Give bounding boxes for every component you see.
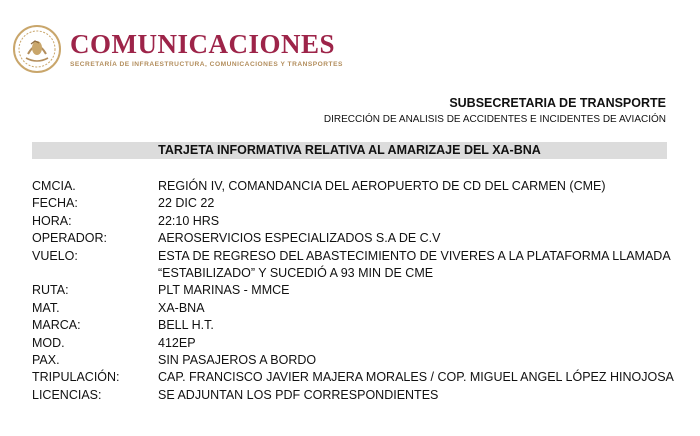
row-value: SE ADJUNTAN LOS PDF CORRESPONDIENTES: [158, 387, 439, 402]
row-label: CMCIA.: [32, 179, 76, 193]
subsecretaria-heading: SUBSECRETARIA DE TRANSPORTE: [449, 96, 666, 110]
row-vuelo-cont: [32, 265, 672, 282]
row-label: MARCA:: [32, 318, 81, 333]
row-label: TRIPULACIÓN:: [32, 370, 120, 385]
row-tripulacion: [32, 369, 672, 386]
row-vuelo: [32, 248, 672, 265]
row-value: 22:10 HRS: [158, 213, 220, 228]
row-label: HORA:: [32, 213, 72, 228]
row-value: BELL H.T.: [158, 318, 214, 333]
row-value: SIN PASAJEROS A BORDO: [158, 353, 317, 368]
row-value: ESTA DE REGRESO DEL ABASTECIMIENTO DE VIVERES A LA PLATAFORMA LLAMADA: [158, 248, 671, 263]
row-mat: [32, 300, 672, 317]
row-value: AEROSERVICIOS ESPECIALIZADOS S.A DE C.V: [158, 231, 441, 246]
direccion-heading: DIRECCIÓN DE ANALISIS DE ACCIDENTES E INCIDENTES DE AVIACIÓN: [323, 114, 666, 125]
row-operador: [32, 230, 672, 247]
row-label: OPERADOR:: [32, 231, 108, 246]
info-table: [32, 178, 672, 404]
row-mod: [32, 335, 672, 352]
row-value: 412EP: [158, 335, 196, 350]
row-licencias: [32, 387, 672, 404]
brand-title: COMUNICACIONES: [70, 29, 336, 59]
row-label: MOD.: [32, 335, 65, 350]
row-value: XA-BNA: [158, 300, 205, 315]
national-seal-icon: [12, 24, 62, 74]
row-label: LICENCIAS:: [32, 387, 102, 402]
row-label: MAT.: [32, 300, 60, 315]
row-value: 22 DIC 22: [158, 196, 215, 211]
row-value: REGIÓN IV, COMANDANCIA DEL AEROPUERTO DE CD DEL CARMEN (CME): [158, 179, 606, 193]
brand-subtitle: SECRETARÍA DE INFRAESTRUCTURA, COMUNICACIONES Y TRANSPORTES: [70, 61, 343, 68]
row-label-empty: [32, 265, 158, 282]
row-hora: [32, 213, 672, 230]
row-pax: [32, 352, 672, 369]
document-title-bar: TARJETA INFORMATIVA RELATIVA AL AMARIZAJE DEL XA-BNA: [32, 142, 667, 159]
row-label: RUTA:: [32, 283, 69, 298]
row-cmcia: [32, 178, 672, 195]
row-marca: [32, 317, 672, 334]
row-label: PAX.: [32, 353, 60, 368]
brand-block: [70, 30, 343, 68]
row-value: PLT MARINAS - MMCE: [158, 283, 290, 298]
row-value: “ESTABILIZADO” Y SUCEDIÓ A 93 MIN DE CME: [158, 266, 434, 281]
row-label: FECHA:: [32, 196, 78, 211]
row-fecha: [32, 195, 672, 212]
row-value: CAP. FRANCISCO JAVIER MAJERA MORALES / COP. MIGUEL ANGEL LÓPEZ HINOJOSA: [158, 370, 674, 385]
row-ruta: [32, 282, 672, 299]
header-logo: [12, 24, 343, 74]
row-label: VUELO:: [32, 248, 78, 263]
